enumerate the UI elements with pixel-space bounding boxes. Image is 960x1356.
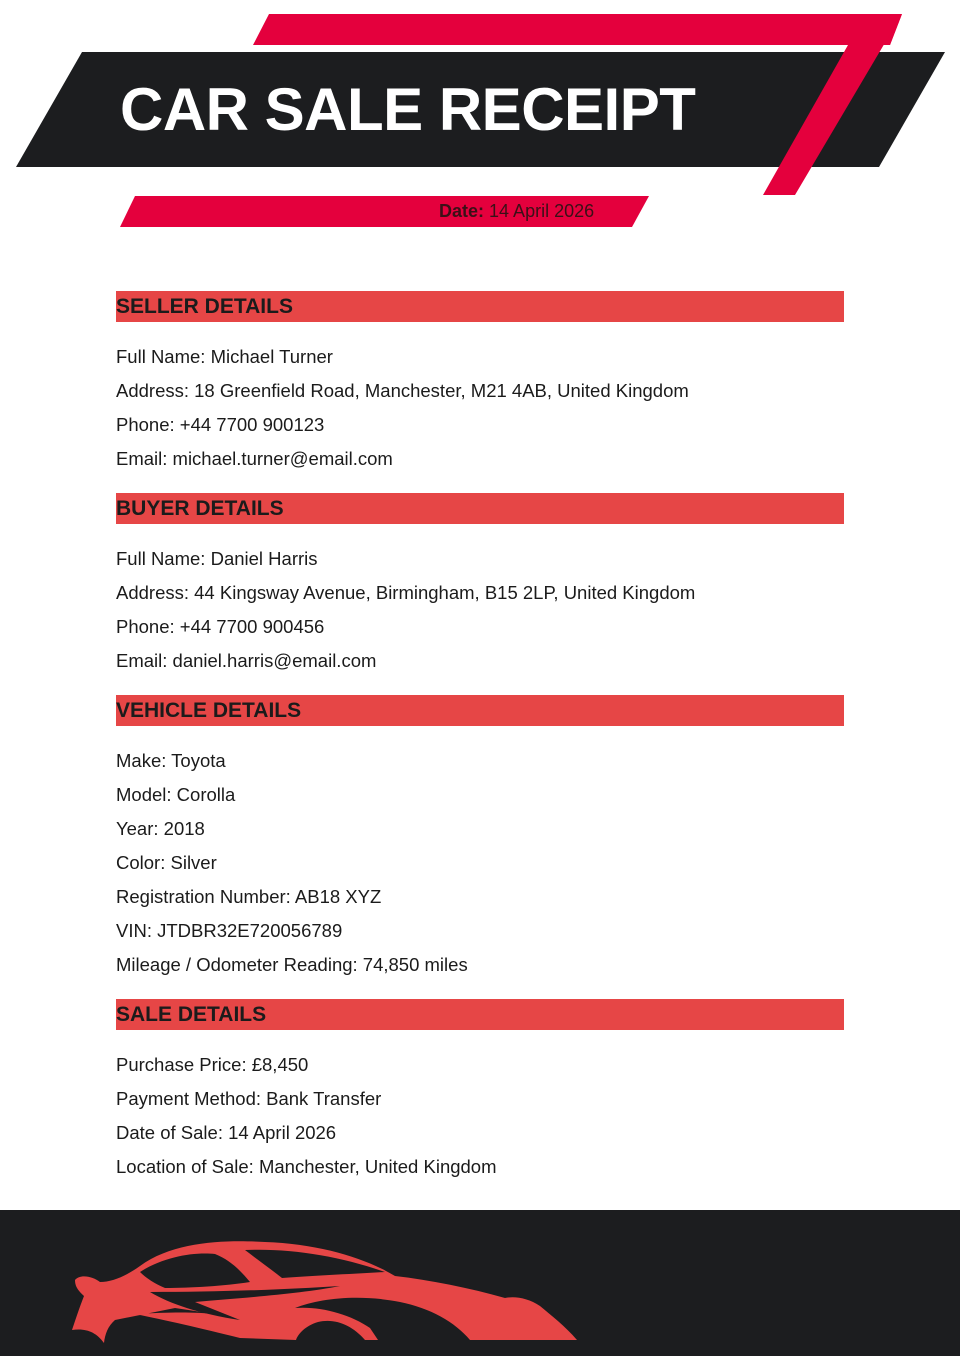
sale-date: Date of Sale: 14 April 2026 [116, 1122, 337, 1143]
vehicle-model: Model: Corolla [116, 784, 236, 805]
buyer-details-list [116, 524, 844, 695]
seller-full-name: Full Name: Michael Turner [116, 346, 333, 367]
sale-details-list [116, 1030, 844, 1201]
vehicle-registration: Registration Number: AB18 XYZ [116, 886, 382, 907]
buyer-email: Email: daniel.harris@email.com [116, 650, 377, 671]
vehicle-details-list [116, 726, 844, 999]
section-heading: BUYER DETAILS [116, 493, 844, 524]
buyer-full-name: Full Name: Daniel Harris [116, 548, 318, 569]
date-label: Date: [439, 201, 485, 221]
seller-address: Address: 18 Greenfield Road, Manchester, M21 4AB, United Kingdom [116, 380, 689, 401]
receipt-content [116, 291, 844, 1201]
vehicle-make: Make: Toyota [116, 750, 226, 771]
section-heading: SALE DETAILS [116, 999, 844, 1030]
vehicle-year: Year: 2018 [116, 818, 205, 839]
car-silhouette-icon [0, 1210, 960, 1356]
footer [0, 1210, 960, 1356]
vehicle-vin: VIN: JTDBR32E720056789 [116, 920, 343, 941]
seller-email: Email: michael.turner@email.com [116, 448, 393, 469]
buyer-phone: Phone: +44 7700 900456 [116, 616, 325, 637]
section-heading: SELLER DETAILS [116, 291, 844, 322]
sale-section [116, 999, 844, 1201]
vehicle-color: Color: Silver [116, 852, 217, 873]
sale-payment-method: Payment Method: Bank Transfer [116, 1088, 382, 1109]
vehicle-mileage: Mileage / Odometer Reading: 74,850 miles [116, 954, 468, 975]
sale-location: Location of Sale: Manchester, United Kingdom [116, 1156, 497, 1177]
section-heading: VEHICLE DETAILS [116, 695, 844, 726]
vehicle-section [116, 695, 844, 999]
sale-purchase-price: Purchase Price: £8,450 [116, 1054, 309, 1075]
buyer-section [116, 493, 844, 695]
buyer-address: Address: 44 Kingsway Avenue, Birmingham, B15 2LP, United Kingdom [116, 582, 696, 603]
page-title: CAR SALE RECEIPT [120, 76, 696, 143]
receipt-date [439, 200, 594, 222]
top-red-stripe [253, 14, 902, 45]
seller-section [116, 291, 844, 493]
seller-details-list [116, 322, 844, 493]
seller-phone: Phone: +44 7700 900123 [116, 414, 325, 435]
date-value: 14 April 2026 [489, 201, 595, 221]
